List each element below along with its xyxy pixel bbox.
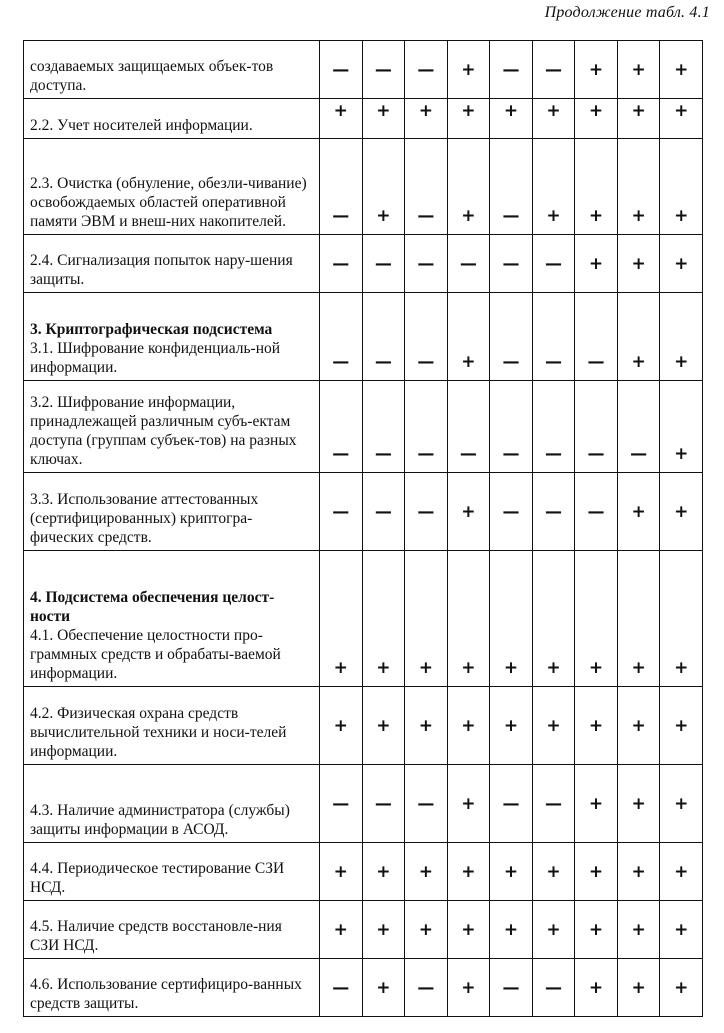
requirement-text: 4.2. Физическая охрана средств вычислительной техники и носи-телей информации. xyxy=(30,705,287,760)
table-row xyxy=(24,139,703,235)
class-mark-cell: — xyxy=(490,765,533,843)
class-mark-cell: + xyxy=(447,41,490,99)
class-mark-cell: + xyxy=(660,473,703,551)
class-mark-cell: — xyxy=(490,41,533,99)
class-mark-cell: + xyxy=(575,551,618,687)
class-mark-cell: + xyxy=(362,843,405,901)
class-mark-cell: + xyxy=(575,843,618,901)
class-mark-cell: — xyxy=(532,235,575,293)
class-mark-cell: + xyxy=(447,959,490,1017)
class-mark-cell: — xyxy=(532,293,575,381)
class-mark-cell: + xyxy=(617,843,660,901)
class-mark-cell: — xyxy=(532,473,575,551)
requirements-table xyxy=(23,40,703,1017)
class-mark-cell: — xyxy=(405,381,448,473)
table-row xyxy=(24,293,703,381)
requirement-text: 2.2. Учет носителей информации. xyxy=(30,117,253,134)
requirement-text: 3.1. Шифрование конфиденциаль-ной информации. xyxy=(30,340,281,376)
class-mark-cell: — xyxy=(405,139,448,235)
class-mark-cell: + xyxy=(660,41,703,99)
class-mark-cell: — xyxy=(320,235,363,293)
requirement-cell xyxy=(24,139,320,235)
class-mark-cell: — xyxy=(447,381,490,473)
class-mark-cell: + xyxy=(405,99,448,139)
requirement-text: 4.1. Обеспечение целостности про-граммных средств и обрабаты-ваемой информации. xyxy=(30,627,281,682)
class-mark-cell: — xyxy=(405,41,448,99)
class-mark-cell: + xyxy=(405,687,448,765)
requirement-cell xyxy=(24,687,320,765)
requirement-cell xyxy=(24,293,320,381)
class-mark-cell: + xyxy=(660,99,703,139)
table-row xyxy=(24,959,703,1017)
class-mark-cell: + xyxy=(617,687,660,765)
table-row xyxy=(24,687,703,765)
requirement-text: 2.4. Сигнализация попыток нару-шения защиты. xyxy=(30,252,293,288)
class-mark-cell: — xyxy=(320,473,363,551)
requirement-cell xyxy=(24,959,320,1017)
class-mark-cell: + xyxy=(660,139,703,235)
requirement-cell xyxy=(24,381,320,473)
class-mark-cell: + xyxy=(447,843,490,901)
class-mark-cell: + xyxy=(405,901,448,959)
class-mark-cell: + xyxy=(617,551,660,687)
class-mark-cell: — xyxy=(362,765,405,843)
class-mark-cell: + xyxy=(490,99,533,139)
class-mark-cell: — xyxy=(490,235,533,293)
class-mark-cell: — xyxy=(490,473,533,551)
class-mark-cell: + xyxy=(532,687,575,765)
class-mark-cell: + xyxy=(490,551,533,687)
class-mark-cell: + xyxy=(532,99,575,139)
class-mark-cell: — xyxy=(362,293,405,381)
class-mark-cell: — xyxy=(532,959,575,1017)
table-row xyxy=(24,99,703,139)
table-row xyxy=(24,551,703,687)
class-mark-cell: + xyxy=(660,551,703,687)
class-mark-cell: + xyxy=(447,139,490,235)
requirement-text: создаваемых защищаемых объек-тов доступа. xyxy=(30,58,274,94)
class-mark-cell: + xyxy=(660,381,703,473)
requirement-cell xyxy=(24,99,320,139)
class-mark-cell: — xyxy=(362,381,405,473)
requirement-text: 4.4. Периодическое тестирование СЗИ НСД. xyxy=(30,860,285,896)
class-mark-cell: — xyxy=(405,293,448,381)
class-mark-cell: + xyxy=(447,765,490,843)
requirement-text: 3.2. Шифрование информации, принадлежащей различным субъ-ектам доступа (группам субъек-тов) на разных ключах. xyxy=(30,394,297,468)
table-row xyxy=(24,381,703,473)
class-mark-cell: + xyxy=(660,901,703,959)
class-mark-cell: — xyxy=(575,293,618,381)
class-mark-cell: — xyxy=(532,381,575,473)
class-mark-cell: — xyxy=(490,139,533,235)
class-mark-cell: + xyxy=(617,41,660,99)
requirement-cell xyxy=(24,551,320,687)
class-mark-cell: + xyxy=(362,959,405,1017)
class-mark-cell: + xyxy=(532,551,575,687)
class-mark-cell: + xyxy=(447,687,490,765)
requirement-text: 4.6. Использование сертифициро-ванных средств защиты. xyxy=(30,976,302,1012)
class-mark-cell: + xyxy=(362,99,405,139)
class-mark-cell: + xyxy=(617,473,660,551)
class-mark-cell: — xyxy=(447,235,490,293)
class-mark-cell: + xyxy=(362,901,405,959)
requirement-cell xyxy=(24,41,320,99)
class-mark-cell: + xyxy=(405,843,448,901)
class-mark-cell: — xyxy=(575,473,618,551)
class-mark-cell: + xyxy=(490,901,533,959)
class-mark-cell: — xyxy=(490,959,533,1017)
class-mark-cell: — xyxy=(320,959,363,1017)
class-mark-cell: + xyxy=(447,473,490,551)
class-mark-cell: + xyxy=(660,959,703,1017)
class-mark-cell: — xyxy=(320,765,363,843)
requirement-cell xyxy=(24,235,320,293)
table-row xyxy=(24,843,703,901)
class-mark-cell: + xyxy=(447,99,490,139)
table-row xyxy=(24,901,703,959)
requirement-text: 4.3. Наличие администратора (службы) защиты информации в АСОД. xyxy=(30,802,290,838)
class-mark-cell: + xyxy=(660,235,703,293)
class-mark-cell: — xyxy=(405,235,448,293)
class-mark-cell: — xyxy=(362,41,405,99)
class-mark-cell: + xyxy=(320,687,363,765)
class-mark-cell: + xyxy=(575,235,618,293)
class-mark-cell: + xyxy=(362,551,405,687)
class-mark-cell: + xyxy=(575,765,618,843)
requirement-cell xyxy=(24,843,320,901)
class-mark-cell: + xyxy=(660,765,703,843)
class-mark-cell: + xyxy=(575,959,618,1017)
class-mark-cell: — xyxy=(532,41,575,99)
class-mark-cell: + xyxy=(320,99,363,139)
class-mark-cell: + xyxy=(320,551,363,687)
class-mark-cell: — xyxy=(320,139,363,235)
table-row xyxy=(24,235,703,293)
class-mark-cell: + xyxy=(617,235,660,293)
class-mark-cell: — xyxy=(405,959,448,1017)
class-mark-cell: — xyxy=(362,473,405,551)
table-row xyxy=(24,765,703,843)
subsystem-heading: 3. Криптографическая подсистема xyxy=(30,321,273,338)
class-mark-cell: + xyxy=(575,139,618,235)
class-mark-cell: — xyxy=(575,381,618,473)
class-mark-cell: + xyxy=(447,293,490,381)
class-mark-cell: — xyxy=(362,235,405,293)
class-mark-cell: + xyxy=(617,293,660,381)
class-mark-cell: — xyxy=(320,293,363,381)
class-mark-cell: + xyxy=(447,901,490,959)
class-mark-cell: + xyxy=(490,843,533,901)
requirement-text: 4.5. Наличие средств восстановле-ния СЗИ НСД. xyxy=(30,918,282,954)
class-mark-cell: + xyxy=(532,901,575,959)
class-mark-cell: — xyxy=(617,381,660,473)
class-mark-cell: — xyxy=(490,293,533,381)
requirement-cell xyxy=(24,765,320,843)
subsystem-heading: 4. Подсистема обеспечения целост-ности xyxy=(30,589,275,625)
class-mark-cell: + xyxy=(320,843,363,901)
class-mark-cell: + xyxy=(362,687,405,765)
class-mark-cell: — xyxy=(490,381,533,473)
class-mark-cell: + xyxy=(575,687,618,765)
class-mark-cell: + xyxy=(362,139,405,235)
class-mark-cell: — xyxy=(405,473,448,551)
table-row xyxy=(24,473,703,551)
requirement-text: 2.3. Очистка (обнуление, обезли-чивание) освобождаемых областей оперативной памяти ЭВМ и внеш-них накопителей. xyxy=(30,175,307,230)
requirement-text: 3.3. Использование аттестованных (сертифицированных) криптогра-фических средств. xyxy=(30,491,259,546)
class-mark-cell: + xyxy=(532,139,575,235)
class-mark-cell: + xyxy=(490,687,533,765)
table-continuation-caption: Продолжение табл. 4.1 xyxy=(544,4,710,21)
requirement-cell xyxy=(24,473,320,551)
class-mark-cell: + xyxy=(320,901,363,959)
class-mark-cell: + xyxy=(575,901,618,959)
class-mark-cell: + xyxy=(447,551,490,687)
class-mark-cell: + xyxy=(660,687,703,765)
class-mark-cell: + xyxy=(405,551,448,687)
class-mark-cell: — xyxy=(532,765,575,843)
class-mark-cell: + xyxy=(617,99,660,139)
class-mark-cell: + xyxy=(575,99,618,139)
class-mark-cell: + xyxy=(660,843,703,901)
class-mark-cell: + xyxy=(660,293,703,381)
class-mark-cell: — xyxy=(320,381,363,473)
class-mark-cell: + xyxy=(575,41,618,99)
class-mark-cell: + xyxy=(617,901,660,959)
class-mark-cell: + xyxy=(532,843,575,901)
class-mark-cell: + xyxy=(617,139,660,235)
class-mark-cell: — xyxy=(320,41,363,99)
class-mark-cell: + xyxy=(617,765,660,843)
table-row xyxy=(24,41,703,99)
class-mark-cell: — xyxy=(405,765,448,843)
requirement-cell xyxy=(24,901,320,959)
class-mark-cell: + xyxy=(617,959,660,1017)
